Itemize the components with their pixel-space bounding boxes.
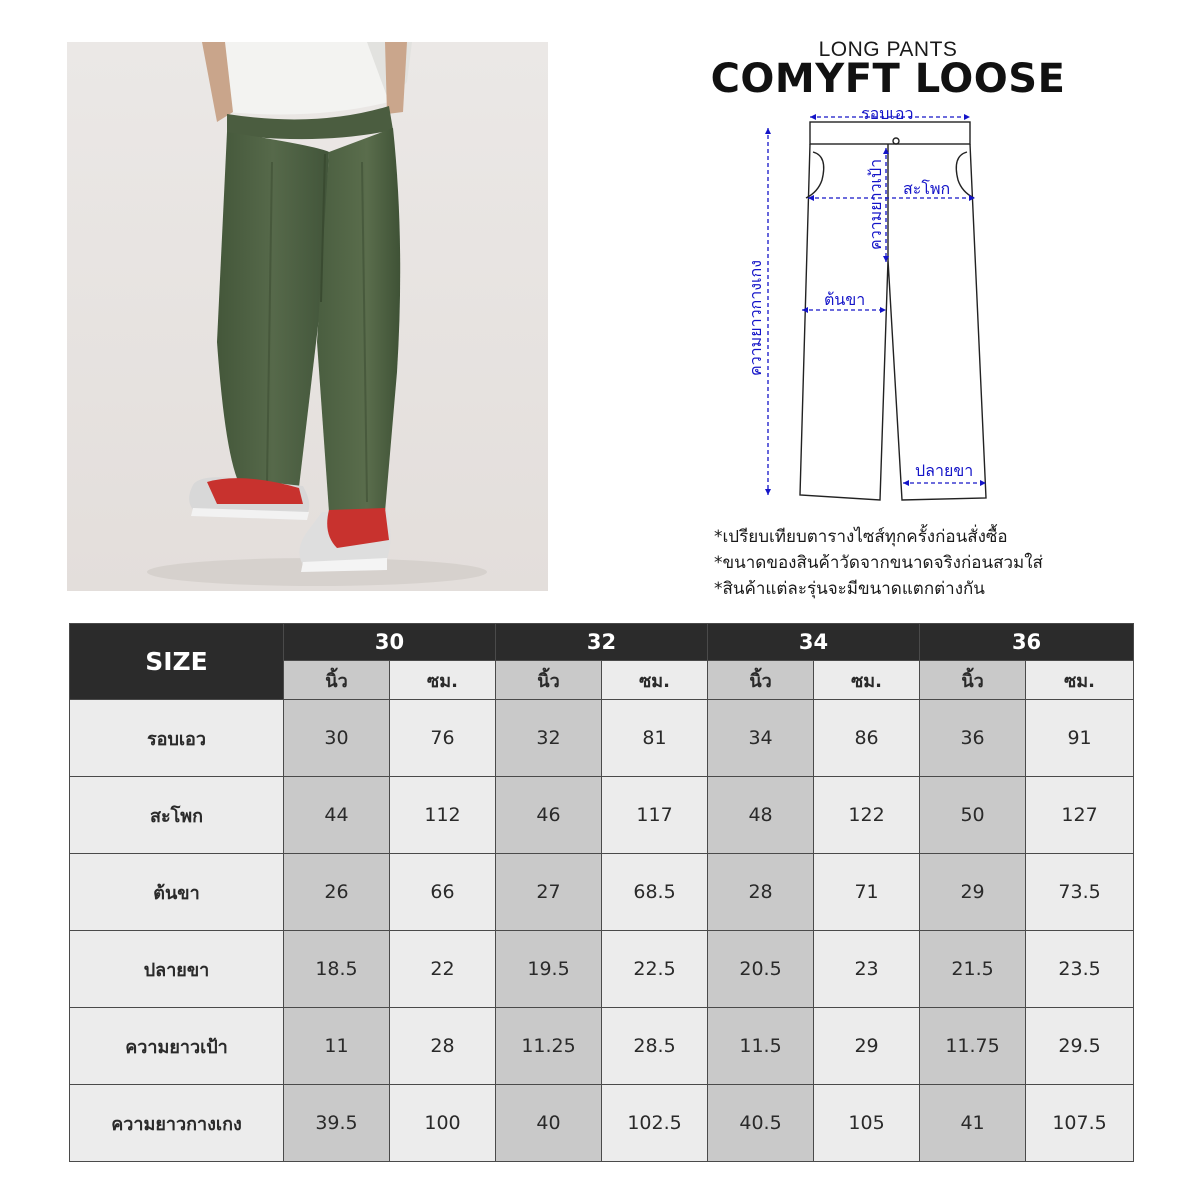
table-cell: 44 xyxy=(284,777,390,854)
table-cell: 81 xyxy=(602,700,708,777)
table-cell: 30 xyxy=(284,700,390,777)
note-line: *เปรียบเทียบตารางไซส์ทุกครั้งก่อนสั่งซื้อ xyxy=(714,527,1008,547)
unit-inch-header: นิ้ว xyxy=(284,661,390,700)
table-cell: 28 xyxy=(390,1008,496,1085)
table-cell: 23.5 xyxy=(1026,931,1134,1008)
table-cell: 105 xyxy=(814,1085,920,1162)
size-notes xyxy=(714,524,1043,602)
table-cell: 40.5 xyxy=(708,1085,814,1162)
table-cell: 29 xyxy=(814,1008,920,1085)
unit-inch-header: นิ้ว xyxy=(920,661,1026,700)
row-label-waist: รอบเอว xyxy=(70,700,284,777)
table-cell: 68.5 xyxy=(602,854,708,931)
row-label-length: ความยาวกางเกง xyxy=(70,1085,284,1162)
unit-cm-header: ซม. xyxy=(1026,661,1134,700)
table-cell: 122 xyxy=(814,777,920,854)
table-cell: 34 xyxy=(708,700,814,777)
rise-label: ความยาวเป้า xyxy=(866,158,885,250)
pants-measurement-diagram xyxy=(700,100,1100,510)
size-32-header: 32 xyxy=(496,624,708,661)
table-cell: 86 xyxy=(814,700,920,777)
table-cell: 39.5 xyxy=(284,1085,390,1162)
table-cell: 127 xyxy=(1026,777,1134,854)
unit-inch-header: นิ้ว xyxy=(496,661,602,700)
table-cell: 107.5 xyxy=(1026,1085,1134,1162)
table-cell: 71 xyxy=(814,854,920,931)
row-label-leg-opening: ปลายขา xyxy=(70,931,284,1008)
unit-cm-header: ซม. xyxy=(602,661,708,700)
table-cell: 102.5 xyxy=(602,1085,708,1162)
thigh-label: ต้นขา xyxy=(824,290,866,309)
table-cell: 76 xyxy=(390,700,496,777)
table-row xyxy=(70,854,1134,931)
unit-inch-header: นิ้ว xyxy=(708,661,814,700)
table-cell: 11.25 xyxy=(496,1008,602,1085)
table-cell: 22.5 xyxy=(602,931,708,1008)
size-30-header: 30 xyxy=(284,624,496,661)
size-chart-table xyxy=(69,623,1134,1162)
table-cell: 117 xyxy=(602,777,708,854)
table-row xyxy=(70,1085,1134,1162)
table-cell: 11.75 xyxy=(920,1008,1026,1085)
table-cell: 28 xyxy=(708,854,814,931)
table-cell: 18.5 xyxy=(284,931,390,1008)
table-cell: 112 xyxy=(390,777,496,854)
table-cell: 19.5 xyxy=(496,931,602,1008)
table-cell: 32 xyxy=(496,700,602,777)
model-wearing-pants-image xyxy=(67,42,548,591)
size-34-header: 34 xyxy=(708,624,920,661)
row-label-rise: ความยาวเป้า xyxy=(70,1008,284,1085)
table-cell: 46 xyxy=(496,777,602,854)
table-cell: 48 xyxy=(708,777,814,854)
table-cell: 29.5 xyxy=(1026,1008,1134,1085)
row-label-thigh: ต้นขา xyxy=(70,854,284,931)
table-cell: 11 xyxy=(284,1008,390,1085)
hip-label: สะโพก xyxy=(903,179,951,198)
table-cell: 20.5 xyxy=(708,931,814,1008)
leg-opening-label: ปลายขา xyxy=(915,461,974,480)
table-row xyxy=(70,777,1134,854)
table-cell: 21.5 xyxy=(920,931,1026,1008)
unit-cm-header: ซม. xyxy=(390,661,496,700)
row-label-hip: สะโพก xyxy=(70,777,284,854)
table-cell: 23 xyxy=(814,931,920,1008)
length-label: ความยาวกางเกง xyxy=(746,259,765,376)
product-title: COMYFT LOOSE xyxy=(710,56,1066,102)
table-cell: 41 xyxy=(920,1085,1026,1162)
table-row xyxy=(70,700,1134,777)
size-header: SIZE xyxy=(70,624,284,700)
table-cell: 40 xyxy=(496,1085,602,1162)
table-cell: 100 xyxy=(390,1085,496,1162)
product-category: LONG PANTS xyxy=(818,38,958,61)
table-cell: 36 xyxy=(920,700,1026,777)
table-row xyxy=(70,931,1134,1008)
table-cell: 50 xyxy=(920,777,1026,854)
waist-label: รอบเอว xyxy=(861,104,914,123)
table-row xyxy=(70,1008,1134,1085)
note-line: *ขนาดของสินค้าวัดจากขนาดจริงก่อนสวมใส่ xyxy=(714,553,1043,573)
note-line: *สินค้าแต่ละรุ่นจะมีขนาดแตกต่างกัน xyxy=(714,579,985,599)
size-36-header: 36 xyxy=(920,624,1134,661)
table-cell: 28.5 xyxy=(602,1008,708,1085)
table-cell: 22 xyxy=(390,931,496,1008)
table-cell: 11.5 xyxy=(708,1008,814,1085)
table-cell: 91 xyxy=(1026,700,1134,777)
unit-cm-header: ซม. xyxy=(814,661,920,700)
table-cell: 26 xyxy=(284,854,390,931)
table-cell: 66 xyxy=(390,854,496,931)
table-cell: 27 xyxy=(496,854,602,931)
table-cell: 73.5 xyxy=(1026,854,1134,931)
product-photo xyxy=(67,42,548,591)
table-cell: 29 xyxy=(920,854,1026,931)
